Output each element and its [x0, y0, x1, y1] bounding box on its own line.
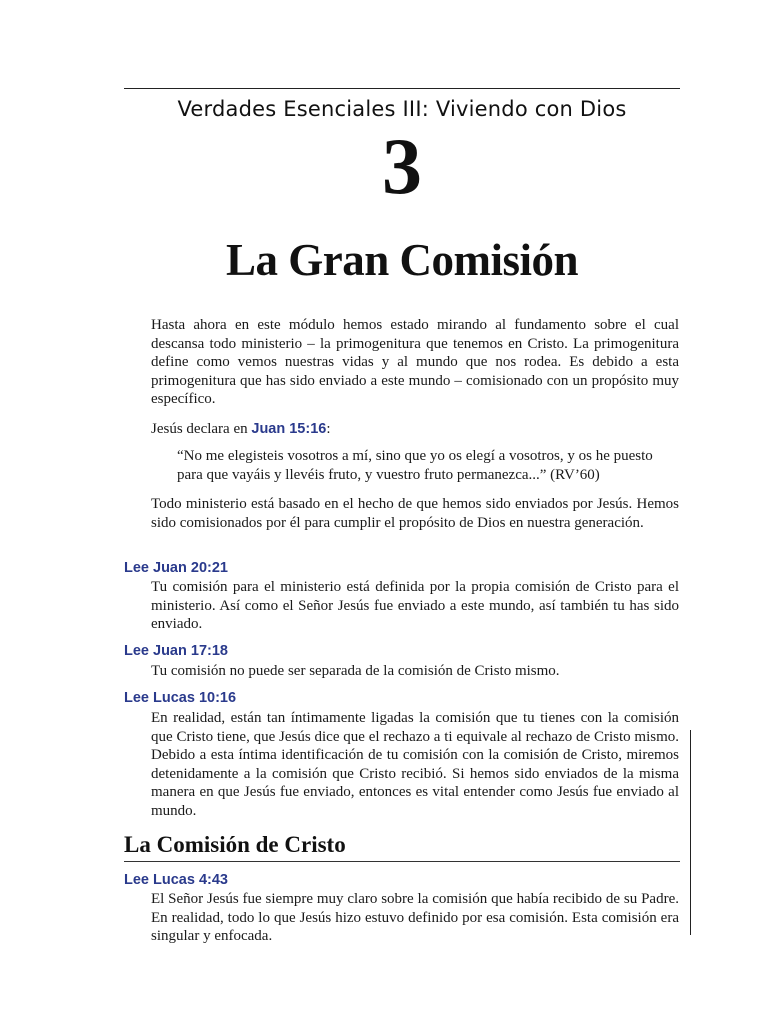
chapter-number: 3 [382, 123, 422, 211]
series-title: Verdades Esenciales III: Viviendo con Dios [177, 97, 627, 121]
top-rule [124, 88, 680, 89]
ref-text-juan-17-18: Tu comisión no puede ser separada de la comisión de Cristo mismo. [151, 663, 560, 679]
ref-text-juan-20-21: Tu comisión para el ministerio está definida por la propia comisión de Cristo para el ministerio. Así como el Señor Jesús fue enviado a este mundo, así también tu has sido enviado. [151, 579, 679, 632]
section-heading: La Comisión de Cristo [124, 832, 346, 857]
margin-rule [690, 730, 691, 935]
section-rule [124, 861, 680, 862]
declares-prefix: Jesús declara en [151, 421, 248, 437]
ref-label-juan-17-18[interactable]: Lee Juan 17:18 [124, 643, 228, 659]
ref-text-lucas-4-43: El Señor Jesús fue siempre muy claro sobre la comisión que había recibido de su Padre. En realidad, todo lo que Jesús hizo estuvo definido por esa comisión. Esta comisión era singular y enfocada. [151, 891, 679, 944]
ref-label-juan-20-21[interactable]: Lee Juan 20:21 [124, 560, 228, 576]
declares-line [151, 420, 679, 439]
declares-suffix: : [326, 421, 331, 437]
quote-line-1: “No me elegisteis vosotros a mí, sino que yo os elegí a vosotros, y os he puesto [177, 448, 653, 464]
ref-label-lucas-4-43[interactable]: Lee Lucas 4:43 [124, 872, 228, 888]
scripture-quote [177, 447, 677, 484]
intro-paragraph: Hasta ahora en este módulo hemos estado mirando al fundamento sobre el cual descansa todo ministerio – la primogenitura que tenemos en Cristo. La primogenitura define como vemos nuestras vidas y al mundo que nos rodea. Es debido a esta primogenitura que has sido enviado a este mundo – comisionado con un propósito muy específico. [151, 317, 679, 407]
ministry-paragraph: Todo ministerio está basado en el hecho de que hemos sido enviados por Jesús. Hemos sido comisionados por él para cumplir el propósito de Dios en nuestra generación. [151, 496, 679, 531]
scripture-link-juan-15-16[interactable]: Juan 15:16 [251, 421, 327, 437]
quote-line-2: para que vayáis y llevéis fruto, y vuestro fruto permanezca...” (RV’60) [177, 466, 600, 483]
chapter-title: La Gran Comisión [225, 235, 579, 285]
ref-text-lucas-10-16: En realidad, están tan íntimamente ligadas la comisión que tu tienes con la comisión que Cristo tiene, que Jesús dice que el rechazo a ti equivale al rechazo de Cristo mismo. Debido a esta íntima identificación de tu comisión con la comisión de Cristo, miremos detenidamente a la comisión que Cristo recibió. Si hemos sido enviados de la misma manera en que Jesús fue enviado, entonces es vital entender como Jesús fue enviado al mundo. [151, 710, 679, 819]
ref-label-lucas-10-16[interactable]: Lee Lucas 10:16 [124, 690, 237, 706]
